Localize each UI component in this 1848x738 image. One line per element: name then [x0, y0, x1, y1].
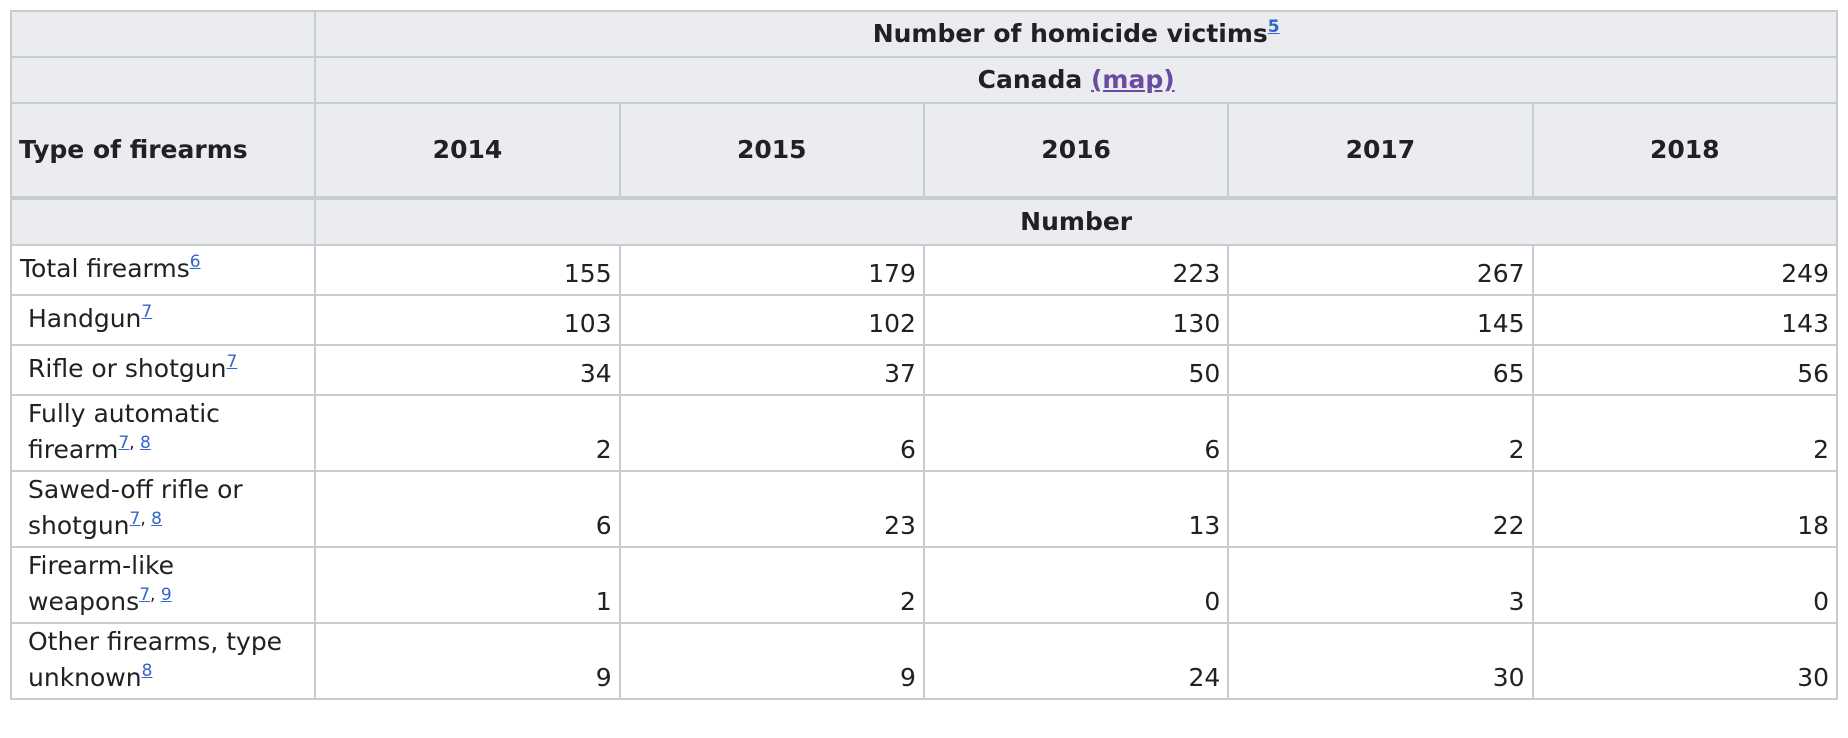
value-cell: 9 [620, 623, 924, 699]
footnote-link[interactable]: 7 [141, 302, 153, 322]
value-cell: 24 [924, 623, 1228, 699]
table-row [11, 395, 1837, 471]
value-cell: 103 [315, 295, 619, 345]
footnote-link[interactable]: 7 [226, 352, 238, 372]
corner-cell [11, 198, 315, 245]
value-cell: 6 [924, 395, 1228, 471]
value-cell: 1 [315, 547, 619, 623]
row-label: Fully automatic firearm$^{7, 8}$ [11, 395, 315, 471]
value-cell: 102 [620, 295, 924, 345]
row-label: Firearm-like weapons$^{7, 9}$ [11, 547, 315, 623]
row-label: Rifle or shotgun$^7$ [11, 345, 315, 395]
footnote-link[interactable]: 9 [160, 585, 172, 605]
value-cell: 9 [315, 623, 619, 699]
title-footnote-link[interactable]: 5 [1267, 17, 1280, 37]
region-name: Canada [977, 65, 1083, 94]
footnote-link[interactable]: 7 [118, 433, 130, 453]
row-label: Handgun$^7$ [11, 295, 315, 345]
value-cell: 0 [924, 547, 1228, 623]
value-cell: 13 [924, 471, 1228, 547]
year-header-2017: 2017 [1228, 103, 1532, 198]
table-row [11, 345, 1837, 395]
row-header-type-of-firearms: Type of firearms [11, 103, 315, 198]
value-cell: 30 [1228, 623, 1532, 699]
value-cell: 267 [1228, 245, 1532, 295]
year-header-2016: 2016 [924, 103, 1228, 198]
value-cell: 155 [315, 245, 619, 295]
value-cell: 143 [1533, 295, 1837, 345]
value-cell: 37 [620, 345, 924, 395]
value-cell: 2 [315, 395, 619, 471]
unit-header: Number [315, 198, 1837, 245]
value-cell: 3 [1228, 547, 1532, 623]
table-row [11, 471, 1837, 547]
value-cell: 6 [620, 395, 924, 471]
footnote-link[interactable]: 8 [141, 661, 153, 681]
value-cell: 18 [1533, 471, 1837, 547]
table-row [11, 547, 1837, 623]
year-header-2015: 2015 [620, 103, 924, 198]
homicide-firearms-table [10, 10, 1838, 700]
row-label: Other firearms, type unknown$^8$ [11, 623, 315, 699]
value-cell: 2 [620, 547, 924, 623]
footnote-link[interactable]: 7 [129, 509, 141, 529]
value-cell: 179 [620, 245, 924, 295]
year-header-2014: 2014 [315, 103, 619, 198]
corner-cell [11, 57, 315, 103]
value-cell: 0 [1533, 547, 1837, 623]
value-cell: 30 [1533, 623, 1837, 699]
value-cell: 34 [315, 345, 619, 395]
table-title [315, 11, 1837, 57]
value-cell: 6 [315, 471, 619, 547]
map-link[interactable]: (map) [1091, 65, 1175, 94]
value-cell: 249 [1533, 245, 1837, 295]
table-row [11, 295, 1837, 345]
value-cell: 56 [1533, 345, 1837, 395]
value-cell: 145 [1228, 295, 1532, 345]
value-cell: 223 [924, 245, 1228, 295]
footnote-link[interactable]: 8 [151, 509, 162, 529]
row-label: Total firearms$^6$ [11, 245, 315, 295]
year-header-2018: 2018 [1533, 103, 1837, 198]
value-cell: 22 [1228, 471, 1532, 547]
table-row [11, 623, 1837, 699]
value-cell: 50 [924, 345, 1228, 395]
footnote-link[interactable]: 7 [139, 585, 151, 605]
row-label: Sawed-off rifle or shotgun$^{7, 8}$ [11, 471, 315, 547]
corner-cell [11, 11, 315, 57]
value-cell: 2 [1533, 395, 1837, 471]
region-header [315, 57, 1837, 103]
value-cell: 65 [1228, 345, 1532, 395]
table-title-text: Number of homicide victims [872, 19, 1268, 48]
table-row [11, 245, 1837, 295]
footnote-link[interactable]: 8 [140, 433, 151, 453]
footnote-link[interactable]: 6 [189, 252, 201, 272]
value-cell: 23 [620, 471, 924, 547]
value-cell: 2 [1228, 395, 1532, 471]
value-cell: 130 [924, 295, 1228, 345]
